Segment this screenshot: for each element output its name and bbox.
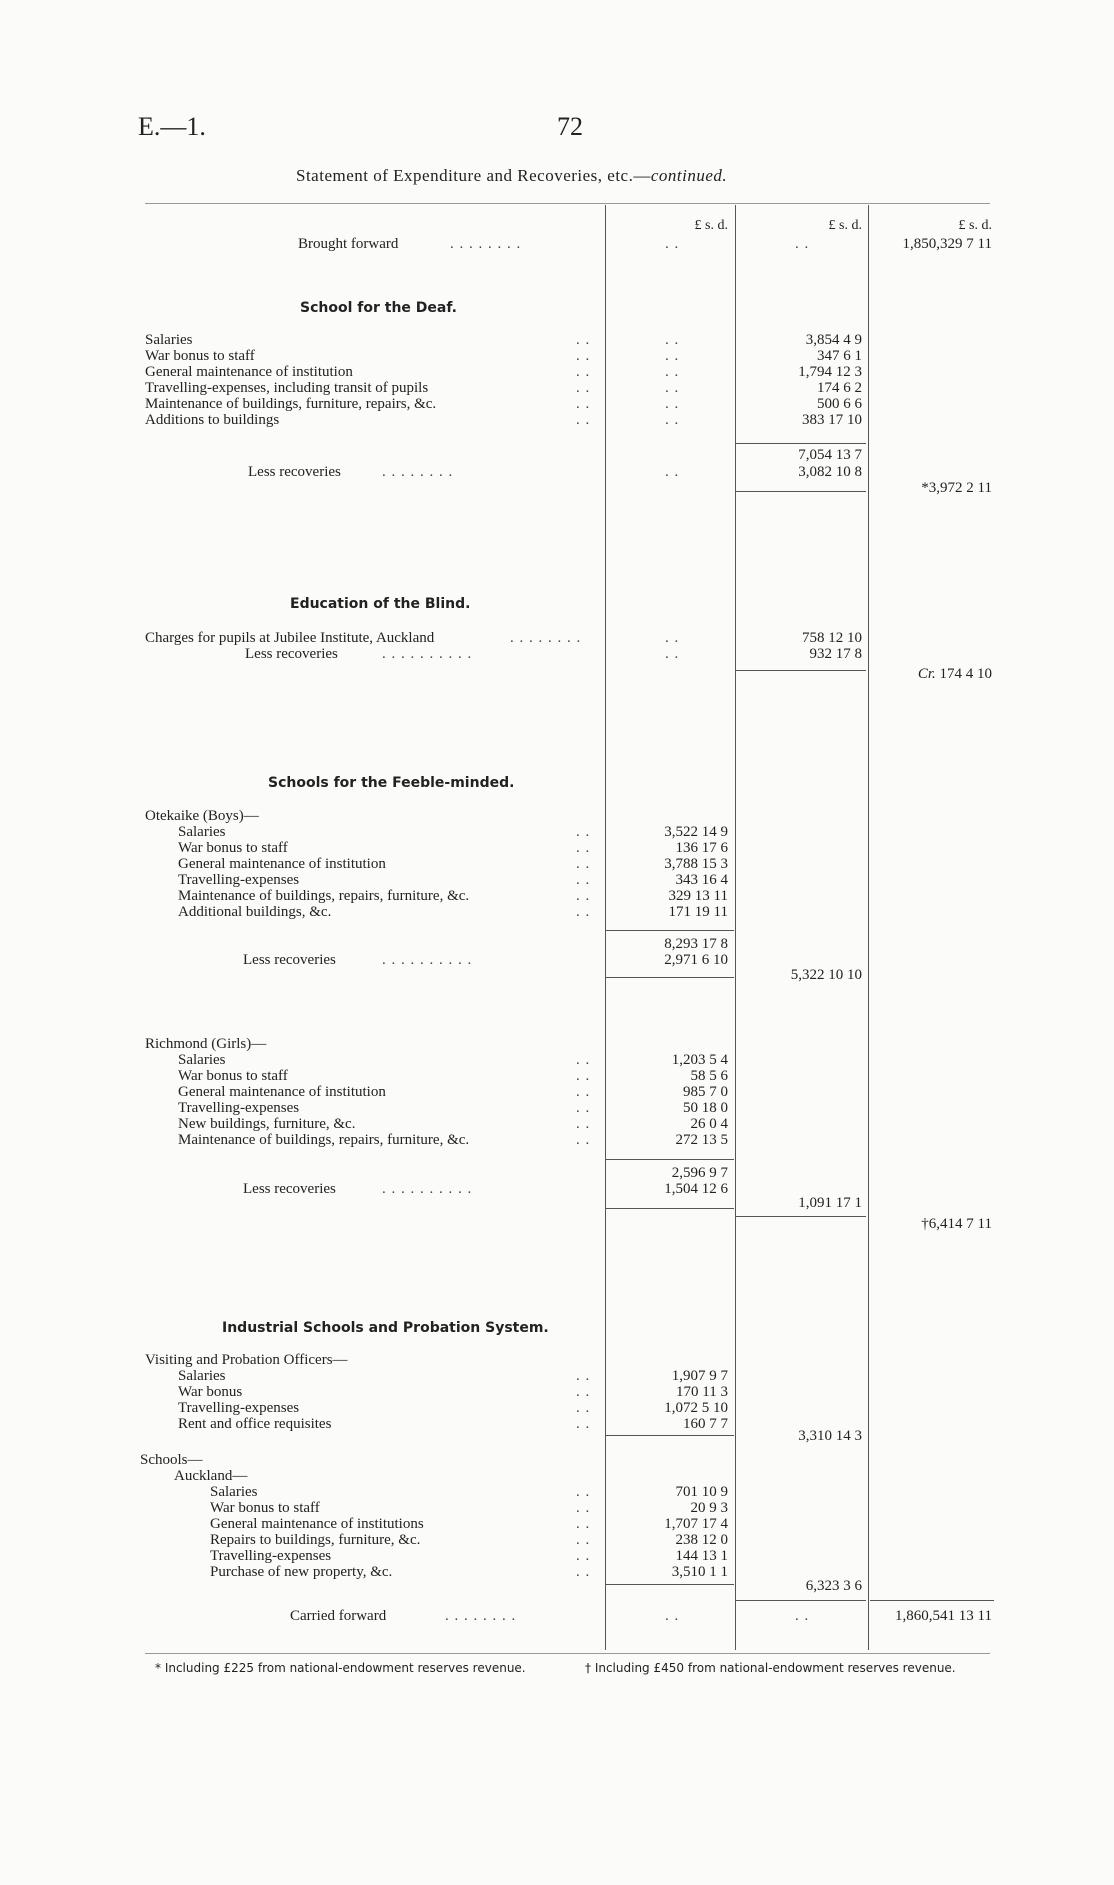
item-label: Additions to buildings xyxy=(145,412,280,428)
item-amount: 1,794 12 3 xyxy=(798,364,862,380)
item-amount: 329 13 11 xyxy=(668,888,728,904)
section-heading-blind: Education of the Blind. xyxy=(290,596,471,612)
dots: . . . . . . . . . . xyxy=(382,646,473,662)
item-label: Additional buildings, &c. xyxy=(178,904,332,920)
table-row xyxy=(0,856,1114,872)
blind-net-row xyxy=(0,666,1114,682)
dots: . . xyxy=(576,1400,591,1416)
section-heading-industrial: Industrial Schools and Probation System. xyxy=(222,1320,549,1336)
richmond-label: Richmond (Girls)— xyxy=(145,1036,267,1052)
table-row xyxy=(0,1500,1114,1516)
item-amount: 58 5 6 xyxy=(690,1068,728,1084)
dots: . . xyxy=(795,236,810,252)
footnote-dagger: † Including £450 from national-endowment reserves revenue. xyxy=(585,1661,956,1675)
dots: . . xyxy=(576,888,591,904)
brought-forward-amount: 1,850,329 7 11 xyxy=(902,236,992,252)
item-label: War bonus xyxy=(178,1384,243,1400)
otekaike-less-recoveries: 2,971 6 10 xyxy=(664,952,728,968)
item-label: War bonus to staff xyxy=(178,1068,288,1084)
dots: . . xyxy=(665,464,680,480)
item-label: Travelling-expenses xyxy=(178,1400,300,1416)
item-amount: 174 6 2 xyxy=(817,380,862,396)
item-label: War bonus to staff xyxy=(210,1500,320,1516)
item-amount: 985 7 0 xyxy=(683,1084,728,1100)
auckland-total-row xyxy=(0,1578,1114,1594)
blind-charges-row xyxy=(0,630,1114,646)
item-amount: 701 10 9 xyxy=(675,1484,728,1500)
dots: . . xyxy=(665,348,680,364)
carried-forward-row xyxy=(0,1608,1114,1624)
item-amount: 3,854 4 9 xyxy=(805,332,862,348)
item-label: Rent and office requisites xyxy=(178,1416,332,1432)
item-amount: 144 13 1 xyxy=(675,1548,728,1564)
dots: . . xyxy=(576,1116,591,1132)
column3-units: £ s. d. xyxy=(958,218,992,233)
page-title xyxy=(296,166,727,186)
dots: . . xyxy=(665,364,680,380)
item-label: General maintenance of institution xyxy=(178,1084,386,1100)
table-row xyxy=(0,1548,1114,1564)
dots: . . xyxy=(576,904,591,920)
item-amount: 20 9 3 xyxy=(690,1500,728,1516)
blind-net-total xyxy=(872,666,992,682)
item-label: Purchase of new property, &c. xyxy=(210,1564,393,1580)
richmond-subtotal: 2,596 9 7 xyxy=(671,1165,728,1181)
table-row xyxy=(0,872,1114,888)
column1-units: £ s. d. xyxy=(694,218,728,233)
dots: . . . . . . . . . . xyxy=(382,1181,473,1197)
otekaike-net-total: 5,322 10 10 xyxy=(790,967,862,983)
dots: . . xyxy=(576,1384,591,1400)
dots: . . xyxy=(665,412,680,428)
subtotal-rule xyxy=(606,1159,734,1160)
visiting-officers-label: Visiting and Probation Officers— xyxy=(145,1352,348,1368)
item-amount: 500 6 6 xyxy=(817,396,862,412)
table-row xyxy=(0,1516,1114,1532)
item-amount: 1,907 9 7 xyxy=(671,1368,728,1384)
carried-forward-amount: 1,860,541 13 11 xyxy=(895,1608,992,1624)
subtotal-rule xyxy=(736,443,866,444)
item-label: Maintenance of buildings, furniture, repairs, &c. xyxy=(145,396,437,412)
dots: . . xyxy=(576,380,591,396)
credit-prefix: Cr. xyxy=(917,666,936,682)
dots: . . xyxy=(576,1416,591,1432)
dots: . . . . . . . . xyxy=(445,1608,517,1624)
dots: . . xyxy=(576,840,591,856)
item-amount: 171 19 11 xyxy=(668,904,728,920)
item-label: Maintenance of buildings, repairs, furniture, &c. xyxy=(178,888,470,904)
dots: . . xyxy=(576,1084,591,1100)
item-label: War bonus to staff xyxy=(178,840,288,856)
table-row xyxy=(0,1132,1114,1148)
item-amount: 347 6 1 xyxy=(817,348,862,364)
bottom-rule xyxy=(145,1653,990,1654)
table-row xyxy=(0,380,1114,396)
table-row xyxy=(0,904,1114,920)
report-reference: E.—1. xyxy=(138,112,206,141)
otekaike-less-row xyxy=(0,952,1114,968)
item-amount: 272 13 5 xyxy=(675,1132,728,1148)
table-row xyxy=(0,888,1114,904)
brought-forward-row xyxy=(0,236,1114,252)
item-label: Maintenance of buildings, repairs, furniture, &c. xyxy=(178,1132,470,1148)
section-heading-feeble-minded: Schools for the Feeble-minded. xyxy=(268,775,515,791)
item-amount: 160 7 7 xyxy=(683,1416,728,1432)
item-amount: 170 11 3 xyxy=(676,1384,728,1400)
blind-charges-label: Charges for pupils at Jubilee Institute, Auckland xyxy=(145,630,435,646)
richmond-net-total: 1,091 17 1 xyxy=(798,1195,862,1211)
item-amount: 3,510 1 1 xyxy=(671,1564,728,1580)
total-rule xyxy=(870,1600,994,1601)
dots: . . xyxy=(795,1608,810,1624)
dots: . . xyxy=(576,856,591,872)
item-label: Salaries xyxy=(178,824,226,840)
item-amount: 1,203 5 4 xyxy=(671,1052,728,1068)
visiting-total-row xyxy=(0,1428,1114,1444)
deaf-net-row xyxy=(0,480,1114,496)
title-continued: continued. xyxy=(650,166,728,185)
section-heading-deaf: School for the Deaf. xyxy=(300,300,457,316)
dots: . . . . . . . . xyxy=(382,464,454,480)
dots: . . xyxy=(576,1548,591,1564)
otekaike-subtotal-row xyxy=(0,936,1114,952)
table-row xyxy=(0,1100,1114,1116)
item-label: Travelling-expenses xyxy=(210,1548,332,1564)
item-amount: 26 0 4 xyxy=(690,1116,728,1132)
dots: . . xyxy=(576,824,591,840)
dots: . . xyxy=(665,380,680,396)
less-recoveries-label: Less recoveries xyxy=(243,952,336,968)
less-recoveries-label: Less recoveries xyxy=(245,646,338,662)
item-label: War bonus to staff xyxy=(145,348,255,364)
item-amount: 238 12 0 xyxy=(675,1532,728,1548)
table-row xyxy=(0,824,1114,840)
table-row xyxy=(0,364,1114,380)
dots: . . . . . . . . xyxy=(510,630,582,646)
item-label: Travelling-expenses xyxy=(178,872,300,888)
deaf-less-recoveries: 3,082 10 8 xyxy=(798,464,862,480)
item-label: Salaries xyxy=(145,332,193,348)
dots: . . xyxy=(576,348,591,364)
table-row xyxy=(0,840,1114,856)
table-row xyxy=(0,1532,1114,1548)
dots: . . xyxy=(665,646,680,662)
title-main: Statement of Expenditure and Recoveries, etc.— xyxy=(296,166,651,185)
item-amount: 1,072 5 10 xyxy=(664,1400,728,1416)
column2-units: £ s. d. xyxy=(828,218,862,233)
dots: . . xyxy=(576,1532,591,1548)
dots: . . xyxy=(576,1052,591,1068)
feeble-minded-total: †6,414 7 11 xyxy=(921,1216,992,1232)
table-row xyxy=(0,412,1114,428)
blind-net-amount: 174 4 10 xyxy=(939,666,992,682)
table-row xyxy=(0,348,1114,364)
dots: . . xyxy=(576,1516,591,1532)
item-amount: 50 18 0 xyxy=(683,1100,728,1116)
table-row xyxy=(0,1400,1114,1416)
dots: . . xyxy=(576,1500,591,1516)
item-label: New buildings, furniture, &c. xyxy=(178,1116,356,1132)
dots: . . xyxy=(665,630,680,646)
dots: . . xyxy=(576,1132,591,1148)
item-label: Salaries xyxy=(178,1368,226,1384)
item-label: Salaries xyxy=(210,1484,258,1500)
less-recoveries-label: Less recoveries xyxy=(243,1181,336,1197)
dots: . . xyxy=(576,332,591,348)
item-amount: 136 17 6 xyxy=(675,840,728,856)
otekaike-subtotal: 8,293 17 8 xyxy=(664,936,728,952)
table-row xyxy=(0,1116,1114,1132)
richmond-less-recoveries: 1,504 12 6 xyxy=(664,1181,728,1197)
otekaike-label: Otekaike (Boys)— xyxy=(145,808,259,824)
dots: . . xyxy=(665,236,680,252)
top-rule xyxy=(145,203,990,204)
richmond-subtotal-row xyxy=(0,1165,1114,1181)
item-label: General maintenance of institutions xyxy=(210,1516,424,1532)
table-row xyxy=(0,1384,1114,1400)
dots: . . xyxy=(576,872,591,888)
table-row xyxy=(0,1084,1114,1100)
brought-forward-label: Brought forward xyxy=(298,236,399,252)
total-rule xyxy=(736,1600,866,1601)
subtotal-rule xyxy=(606,930,734,931)
table-row xyxy=(0,1052,1114,1068)
dots: . . xyxy=(576,1564,591,1580)
schools-label: Schools— xyxy=(140,1452,203,1468)
item-label: Travelling-expenses xyxy=(178,1100,300,1116)
dots: . . xyxy=(576,1100,591,1116)
deaf-net-total: *3,972 2 11 xyxy=(921,480,992,496)
page-number: 72 xyxy=(557,112,583,141)
dots: . . xyxy=(665,396,680,412)
item-label: Repairs to buildings, furniture, &c. xyxy=(210,1532,421,1548)
table-row xyxy=(0,332,1114,348)
item-amount: 3,522 14 9 xyxy=(664,824,728,840)
item-label: General maintenance of institution xyxy=(145,364,353,380)
table-row xyxy=(0,396,1114,412)
item-label: Salaries xyxy=(178,1052,226,1068)
dots: . . xyxy=(665,1608,680,1624)
table-row xyxy=(0,1484,1114,1500)
dots: . . xyxy=(576,412,591,428)
dots: . . xyxy=(576,396,591,412)
carried-forward-label: Carried forward xyxy=(290,1608,387,1624)
item-amount: 3,788 15 3 xyxy=(664,856,728,872)
dots: . . xyxy=(576,364,591,380)
deaf-subtotal-row xyxy=(0,447,1114,463)
dots: . . xyxy=(576,1484,591,1500)
item-amount: 343 16 4 xyxy=(675,872,728,888)
auckland-total: 6,323 3 6 xyxy=(805,1578,862,1594)
item-label: General maintenance of institution xyxy=(178,856,386,872)
item-label: Travelling-expenses, including transit of pupils xyxy=(145,380,429,396)
item-amount: 383 17 10 xyxy=(802,412,862,428)
item-amount: 1,707 17 4 xyxy=(664,1516,728,1532)
blind-less-row xyxy=(0,646,1114,662)
dots: . . xyxy=(665,332,680,348)
dots: . . . . . . . . xyxy=(450,236,522,252)
dots: . . xyxy=(576,1068,591,1084)
blind-charges-amount: 758 12 10 xyxy=(802,630,862,646)
auckland-label: Auckland— xyxy=(174,1468,248,1484)
otekaike-net-row xyxy=(0,967,1114,983)
visiting-officers-total: 3,310 14 3 xyxy=(798,1428,862,1444)
table-row xyxy=(0,1068,1114,1084)
less-recoveries-label: Less recoveries xyxy=(248,464,341,480)
feeble-total-row xyxy=(0,1216,1114,1232)
footnote-star: * Including £225 from national-endowment reserves revenue. xyxy=(155,1661,526,1675)
deaf-less-row xyxy=(0,464,1114,480)
dots: . . . . . . . . . . xyxy=(382,952,473,968)
blind-less-recoveries: 932 17 8 xyxy=(809,646,862,662)
table-row xyxy=(0,1368,1114,1384)
deaf-subtotal: 7,054 13 7 xyxy=(798,447,862,463)
dots: . . xyxy=(576,1368,591,1384)
richmond-net-row xyxy=(0,1195,1114,1211)
